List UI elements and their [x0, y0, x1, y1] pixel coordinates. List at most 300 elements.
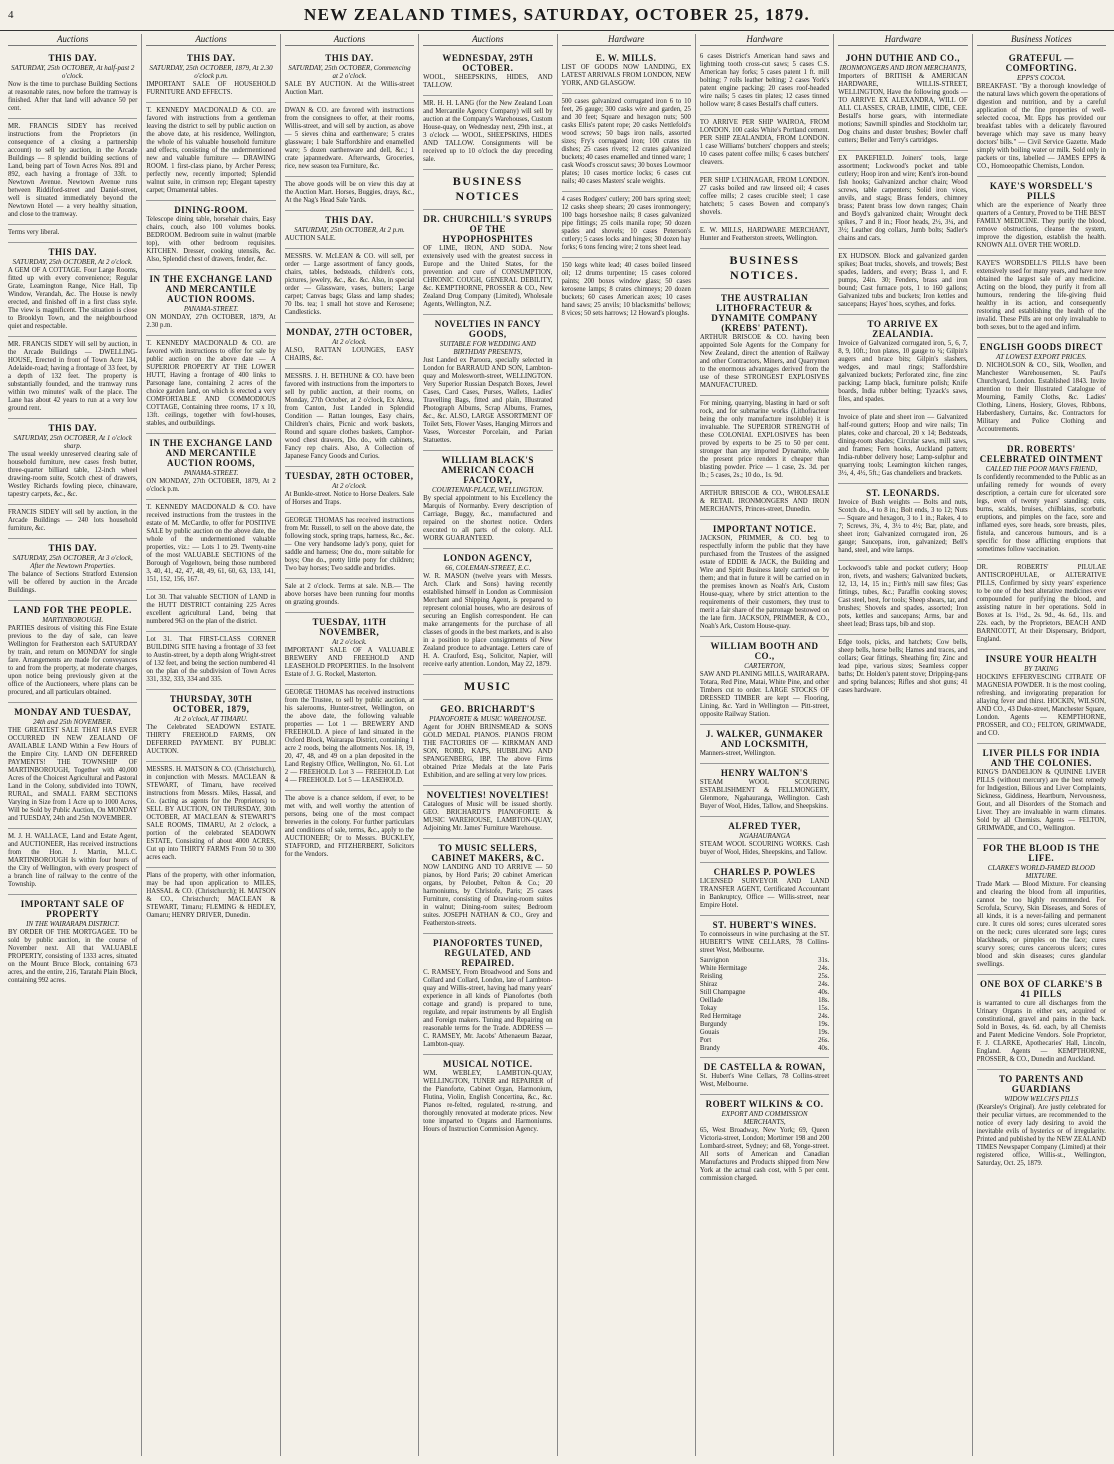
ad-body: ARTHUR BRISCOE & CO. having been appointed Sole Agents for the Company for New Zealand, direct the attention of Railway and other Contractors, Miners, and Quarrymen to the enormous advantages derived from the use of these STRONGEST EXPLOSIVES MANUFACTURED. [699, 334, 830, 389]
ad-body: Just Landed ex Paroora, specially selected in London for BARRAUD AND SON, Lambton-quay and Molesworth-street, WELLINGTON. Very Superior Russian Despatch Boxes, Jewel Cases, Card Cases, Purses, Wallets, Ladies' Travelling Bags, fitted and plain, Illustrated Photograph Albums, Scrap Albums, Frames, &c., &c. ALSO, LARGE ASSORTMENT OF Toilet Sets, Flower Vases, Hanging Mirrors and Vases, Worcester Porcelain, and Parian Statuettes. [423, 357, 553, 444]
ad-headline: THIS DAY. [186, 53, 236, 63]
ad-body: BY ORDER OF THE MORTGAGEE. TO be sold by public auction, in the course of November next. All that VALUABLE PROPERTY, consisting of 1333 acres, situated on the Mount Bruce Block, containing 673 acres, and the entire, 216, Taratahi Plain Block, containing 992 acres. [8, 929, 138, 984]
ad-headline: HENRY WALTON'S [720, 768, 809, 778]
ad-body: KAYE'S WORSDELL'S PILLS have been extensively used for many years, and have now obtained the largest sale of any medicine. Acting on the blood, they purify it from all humours, rendering the life-giving fluid healthy in its action, and consequently restoring and establishing the health of the invalid. These Pills are not only invaluable to both sexes, but to the aged and infirm. [976, 260, 1106, 331]
advertisement [423, 96, 552, 170]
ad-headline: BUSINESS NOTICES [452, 174, 523, 203]
price-row [700, 973, 829, 981]
advertisement [977, 744, 1106, 839]
advertisement [562, 94, 691, 192]
ad-body: Manners-street, Wellington. [699, 750, 776, 757]
ad-body: Plans of the property, with other information, may be had upon application to MILES, HASSAL & CO. (Christchurch); H. MATSON & CO., Christchurch; MACLEAN & STEWART, Timaru; FLEMING & HEDLEY, Oamaru; HENRY DRIVER, Dunedin. [146, 872, 276, 919]
ad-body: WM. WEBLEY, LAMBTON-QUAY, WELLINGTON, TUNER and REPAIRER of the Pianoforte, Cabinet Organ, Harmonium, Flutina, Violin, English Concertina, &c., &c. Pianos re-felted, regulated, re-strung, and thoroughly renovated at moderate prices. New tone imparted to Organs and Harmoniums. Hours of Instruction Commission Agency. [423, 1070, 553, 1133]
ad-headline: THIS DAY. [48, 247, 97, 257]
wine-price: 15s. [818, 1005, 830, 1012]
advertisement [838, 484, 967, 561]
ad-body: (Kearsley's Original). Are justly celebrated for their peculiar virtues, are recommended to the notice of every lady desiring to avoid the inevitable evils of hysterics or of irregularity. Printed and published by the NEW ZEALAND TIMES Newspaper Company (Limited) at their registered office, Willis-st., Wellington, Saturday, Oct. 25, 1879. [976, 1104, 1106, 1167]
ad-body: Is confidently recommended to the Public as an unfailing remedy for wounds of every description, a certain cure for ulcerated sore legs, even of twenty years' standing; cuts, burns, scalds, bruises, chilblains, scorbutic eruptions, and pimples on the face, sore and inflamed eyes, sore heads, sore breasts, piles, fistula, and cancerous humours, and is a specific for those afflicting eruptions that sometimes follow vaccination. [976, 474, 1106, 553]
advertisement [838, 49, 967, 151]
advertisement [838, 249, 967, 315]
ad-headline: NOVELTIES IN FANCY GOODS, [434, 319, 541, 339]
column-header: Business Notices [977, 34, 1106, 46]
wine-price: 24s. [818, 981, 830, 988]
advertisement [423, 839, 552, 934]
newspaper-column [558, 34, 696, 1456]
advertisement [146, 868, 275, 925]
advertisement [8, 601, 137, 703]
ad-body: EX PAKEFIELD. Joiners' tools, large assortment; Lockwood's pocket and table cutlery; Hoop iron and wire; Kent's iron-bound fish hooks; Galvanized anchor chain; Wood screws, table carpenters; Solid iron vices, anvils, and stags; Brass fenders, chimney brass; Patent brass low down ranges; Chain and Boyd's galvanized chain; Wrought deck spikes, 7 and 8 in.; Floor heads, 2½, 3¼, and 3½; Leather dog collars, Jumb bolts; Sadler's chains and cars. [838, 155, 968, 242]
ad-subheading: At 2 o'clock. [332, 638, 367, 646]
ad-body: 500 cases galvanized corrugated iron 6 to 10 feet, 26 gauge; 300 casks wire and garden, 25 and 30 feet; Square and hexagon nuts; 500 casks Ellis's patent rope; 20 casks Nettlefold's wood screws; 50 bags iron nails, assorted sizes; Fry's corrugated iron; 100 crates tin dishes; 25 cases rivets; 12 crates galvanized buckets; 40 cases enamelled and tinned ware; 1 cask Wood's crosscut saws; 30 boxes Lowmoor plates; 10 cases mortice locks; 6 cases cut nails; 40 cases Masters' scale weights. [561, 98, 691, 185]
ad-body: MR. FRANCIS SIDEY will sell by auction, in the Arcade Buildings — DWELLING-HOUSE, Erected in front of Town Acre 134, Adelaide-road; having a frontage of 33 feet, by a depth of 132 feet. The property is substantially founded, and the tramway runs within two minutes' walk of the place. The Lane has about 42 years to run at a very low ground rent. [8, 341, 138, 412]
advertisement [700, 396, 829, 486]
ad-body: TO ARRIVE PER SHIP WAIROA, FROM LONDON. 100 casks White's Portland cement. PER SHIP ZEALANDIA, FROM LONDON. 1 case Williams' butchers' choppers and steels; 10 cases patent coffee mills; 6 cases butchers' cleavers. [699, 119, 830, 166]
ad-body: MESSRS. H. MATSON & CO. (Christchurch), in conjunction with Messrs. MACLEAN & STEWART, of Timaru, have received instructions from Messrs. Miles, Hassal, and Co. (acting as agents for the Proprietors) to SELL BY AUCTION, ON THURSDAY, 30th OCTOBER, AT MACLEAN & STEWART'S SALE ROOMS, TIMARU, At 2 o'clock, a portion of the celebrated SEADOWN ESTATE, Consisting of about 4000 ACRES, Cut up into THIRTY FARMS From 50 to 300 acres each. [146, 766, 276, 861]
wine-price: 24s. [818, 1013, 830, 1020]
ad-body: The Celebrated SEADOWN ESTATE. THIRTY FREEHOLD FARMS, ON DEFERRED PAYMENT. BY PUBLIC AUCTION. [146, 724, 276, 755]
ad-subheading: PANAMA-STREET. [183, 305, 239, 313]
wine-name: Shiraz [699, 981, 718, 988]
ad-headline: THIS DAY. [48, 53, 97, 63]
ad-body: T. KENNEDY MACDONALD & CO. have received instructions from the trustees in the estate of M. McCardle, to offer for POSITIVE SALE by public auction on the above date, the whole of the undermentioned valuable properties, viz.: — Lots 1 to 29. Twenty-nine of the most VALUABLE SECTIONS of the Borough of Vogeltown, being those numbered 3, 40, 41, 42, 47, 48, 49, 61, 60, 63, 133, 141, 151, 152, 156, 167. [146, 504, 276, 583]
advertisement [8, 419, 137, 505]
ad-headline: ALFRED TYER, [728, 821, 801, 831]
column-header: Auctions [8, 34, 137, 46]
ad-body: The balance of Sections Stratford Extension will be offered by auction in the Arcade Buildings. [8, 571, 138, 594]
advertisement [977, 177, 1106, 256]
ad-body: MR. H. H. LANG (for the New Zealand Loan and Mercantile Agency Company) will sell by auction at the Company's Warehouses, Custom House-quay, on Wednesday next, 29th inst., at 3 o'clock — WOOL, SHEEPSKINS, HIDES AND TALLOW. Consignments will be received up to 10 o'clock the day preceding sale. [423, 100, 553, 163]
ad-body: By special appointment to his Excellency the Marquis of Normanby. Every description of Carriage, Buggy, &c., manufactured and repaired on the shortest notice. Orders executed to all parts of the colony. ALL WORK GUARANTEED. [423, 495, 553, 542]
ad-body: PARTIES desirous of visiting this Fine Estate previous to the day of sale, can leave Wellington for Featherston each SATURDAY by train, and return on MONDAY for single fare. Arrangements are made for conveyances to and from the property, at moderate charges, upon notice being previously given at the office of the Auctioneers, where plans can be procured, and all particulars obtained. [8, 625, 138, 696]
ad-body: ARTHUR BRISCOE & CO., WHOLESALE & RETAIL IRONMONGERS AND IRON MERCHANTS, Princes-street, Dunedin. [699, 490, 830, 513]
ad-headline: IMPORTANT NOTICE. [712, 524, 817, 534]
column-header: Hardware [838, 34, 967, 46]
ad-subheading: COURTENAY-PLACE, WELLINGTON. [432, 486, 544, 494]
ad-body: IMPORTANT SALE OF A VALUABLE BREWERY AND FREEHOLD AND LEASEHOLD PROPERTIES. In the Insolvent Estate of J. G. Rockel, Masterton. [284, 647, 415, 678]
ad-headline: MUSICAL NOTICE. [443, 1059, 533, 1069]
ad-headline: DINING-ROOM. [174, 205, 248, 215]
advertisement [423, 49, 552, 96]
wine-price: 19s. [818, 1029, 830, 1036]
ad-body: MR. FRANCIS SIDEY has received instructions from the Proprietors (in consequence of a closing a partnership account) to sell by auction, in the Arcade Buildings — 8 splendid building sections of Land, being part of Town Acres Nos. 891 and 892, each having a frontage of 33ft. to Newtown Avenue. Newtown Avenue runs between Riddiford-street and Daniel-street, well is situated immediately beyond the Newtown Hotel — a very healthy situation, and close to the tramway. [8, 123, 138, 218]
advertisement [423, 700, 552, 786]
newspaper-title: NEW ZEALAND TIMES, SATURDAY, OCTOBER 25, 1879. [304, 5, 810, 24]
ad-body: which are the experience of Nearly three quarters of a Century, Proved to be THE BEST FAMILY MEDICINE. They purify the blood, remove obstructions, cleanse the system, improve the digestion, establish the health. KNOWN ALL OVER THE WORLD. [976, 202, 1106, 249]
ad-subheading: CARTERTON, [744, 662, 786, 670]
newspaper-column [834, 34, 972, 1456]
ad-body: KING'S DANDELION & QUININE LIVER PILLS (without mercury) are the best remedy for Indigestion, Bilious and Liver Complaints, Sickness, Giddiness, Heartburn, Nervousness, Gout, and all Disorders of the Stomach and Liver. They are invaluable in warm climates. Sold by all Chemists. Agents — FELTON, GRIMWADE, and CO., Wellington. [976, 769, 1106, 832]
ad-headline: TO PARENTS AND GUARDIANS [998, 1074, 1084, 1094]
column-header: Auctions [146, 34, 275, 46]
ad-subheading: SATURDAY, 25th OCTOBER, At 2 p.m. [294, 226, 405, 234]
advertisement [146, 201, 275, 270]
ad-headline: THIS DAY. [48, 423, 97, 433]
price-row [700, 981, 829, 989]
advertisement [700, 115, 829, 173]
price-row [700, 965, 829, 973]
ad-subheading: SATURDAY, 25th OCTOBER, At 2 o'clock. [12, 258, 133, 266]
ad-body: C. RAMSEY, From Broadwood and Sons and Collard and Collard, London, late of Lambton-quay and Willis-street, having had many years' experience in all kinds of Pianofortes (both cottage and grand) is prepared to tune, regulate, and repair instruments by all English and Foreign makers. Tuning and Repairing on reasonable terms for the Trade. ADDRESS — C. RAMSEY, Mr. Jacobs' Athenaeum Bazaar, Lambton-quay. [423, 969, 553, 1048]
ad-headline: TUESDAY, 11TH NOVEMBER, [312, 617, 387, 637]
ad-body: A GEM OF A COTTAGE. Four Large Rooms, fitted up with every convenience; Regular Grate, Leamington Range, Nice Hall, Tip Window, Verandah, &c. The House is newly erected, and finished off in a first class style. The view is magnificent. The situation is close to Brooklyn Town, and the neighbourhood quiet and respectable. [8, 267, 138, 330]
ad-body: MESSRS. W. McLEAN & CO. will sell, per order — Large assortment of fancy goods, chairs, tables, bedsteads, children's cots, pictures, jewelry, &c., &c. &c. Also, in special order — Glassware, vases, butters; Large carpet; Canvas bags; Glass and lamp shades; 70 lbs. tea; 1 small hot stove and Kerosene; Candlesticks. [284, 253, 415, 316]
ad-headline: ROBERT WILKINS & CO. [705, 1099, 824, 1109]
ad-subheading: EPPS'S COCOA. [1017, 74, 1066, 82]
ad-body: Invoice of Galvanized corrugated iron, 5, 6, 7, 8, 9, 10ft.; Iron plates, 10 gauge to ¼; Gilpin's augers and brace bits; Gilpin's slashers, wedges, and maul rings; Staffordshire galvanized buckets; Perforated zinc, fine zinc packing; Lamp black, furniture polish; Knife boards, India rubber belting; Tyzack's saws, files, and spades. [838, 340, 968, 403]
ad-headline: E. W. MILLS. [596, 53, 657, 63]
advertisement [285, 369, 414, 467]
wine-price: 31s. [818, 957, 830, 964]
advertisement [838, 561, 967, 635]
ad-subheading: PANAMA-STREET. [183, 469, 239, 477]
price-row [700, 1021, 829, 1029]
ad-headline: TO ARRIVE EX ZEALANDIA. [867, 319, 939, 339]
advertisement [423, 934, 552, 1055]
price-row [700, 1037, 829, 1045]
ad-body: BREAKFAST. "By a thorough knowledge of the natural laws which govern the operations of digestion and nutrition, and by a careful application of the fine properties of well-selected cocoa, Mr. Epps has provided our breakfast tables with a delicately flavoured beverage which may save us many heavy doctors' bills." — Civil Service Gazette. Made simply with boiling water or milk. Sold only in packets or tins, labelled — JAMES EPPS & CO., Homoeopathic Chemists, London. [976, 83, 1106, 170]
ad-body: Lot 31. That FIRST-CLASS CORNER BUILDING SITE having a frontage of 33 feet to Austin-street, by a depth along Wright-street of 132 feet, and being the section numbered 41 on the plan of the subdivision of Town Acres 331, 332, 333, 334 and 335. [146, 636, 276, 683]
wine-price: 24s. [818, 965, 830, 972]
advertisement [977, 560, 1106, 650]
ad-headline: MONDAY AND TUESDAY, [14, 707, 132, 717]
advertisement [700, 916, 829, 1058]
ad-body: IMPORTANT SALE OF HOUSEHOLD FURNITURE AND EFFECTS. [146, 81, 276, 96]
ad-subheading: SATURDAY, 25th OCTOBER, At half-past 2 o'clock. [10, 64, 135, 80]
advertisement [285, 579, 414, 613]
newspaper-column [4, 34, 142, 1456]
advertisement [285, 211, 414, 249]
advertisement [8, 243, 137, 337]
column-header: Auctions [285, 34, 414, 46]
newspaper-column [281, 34, 419, 1456]
ad-headline: LONDON AGENCY, [443, 553, 533, 563]
advertisement [562, 192, 691, 258]
advertisement [146, 270, 275, 336]
ad-headline: THE AUSTRALIAN LITHOFRACTEUR & DYNAMITE COMPANY (KREBS' PATENT). [711, 293, 818, 333]
wine-name: Still Champagne [699, 989, 746, 996]
ad-body: Terms very liberal. [8, 229, 60, 236]
wine-price: 26s. [818, 1037, 830, 1044]
advertisement [8, 119, 137, 225]
ad-body: GEORGE THOMAS has received instructions from the Trustee, to sell by public auction, at his salerooms, Hunter-street, Wellington, on the above date, the following valuable properties — Lot 1 — BREWERY AND FREEHOLD. A piece of land situated in the Oxford Block, Wairarapa District, containing 1 acre 2 roods, being the allotments Nos. 18, 19, 20, 47, 48, and 49 on a plan deposited in the Land Registry Office, Wellington, No. 61. Lot 2 — FREEHOLD. Lot 3 — FREEHOLD. Lot 4 — FREEHOLD. Lot 5 — LEASEHOLD. [284, 689, 415, 784]
ad-subheading: SATURDAY, 25th OCTOBER, 1879, At 2.30 o'clock p.m. [149, 64, 273, 80]
advertisement [146, 434, 275, 500]
ad-headline: THIS DAY. [48, 543, 97, 553]
wine-name: Port [699, 1037, 712, 1044]
advertisement [977, 650, 1106, 744]
advertisement [423, 549, 552, 675]
ad-body: EX HUDSON. Block and galvanized garden spikes; Boat trucks, shovels, and trowels; Best spades, ladders, and every; Brass 1, and F. pumps, 24in. 30; Fenders, brass and iron bound; Cast furnace pots, 1 to 160 gallons; Galvanized tubs and buckets; Iron kettles and saucepans; Hayes' hoes, scythes, and forks. [838, 253, 968, 308]
ad-body: PER SHIP L'CHINAGAR, FROM LONDON. 27 casks boiled and raw linseed oil; 4 cases coffee mills; 2 cases crucible steel; 1 case hatchets; 5 cases Bowen and company's shovels. [699, 177, 830, 216]
ad-headline: TO MUSIC SELLERS, CABINET MAKERS, &C. [431, 843, 545, 863]
wine-name: Reisling [699, 973, 723, 980]
advertisement [8, 225, 137, 243]
advertisement [977, 256, 1106, 338]
advertisement [146, 336, 275, 434]
ad-subheading: EXPORT AND COMMISSION MERCHANTS, [721, 1110, 808, 1126]
advertisement [700, 1095, 829, 1188]
advertisement [8, 703, 137, 829]
advertisement [700, 637, 829, 725]
advertisement [700, 249, 829, 289]
advertisement [8, 505, 137, 539]
ad-body: Now is the time to purchase Building Sections at reasonable rates, now before the tramway is finished. After that land will advance 50 per cent. [8, 81, 138, 112]
ad-headline: PIANOFORTES TUNED, REGULATED, AND REPAIRED. [433, 938, 543, 968]
column-header: Hardware [562, 34, 691, 46]
ad-body: THE GREATEST SALE THAT HAS EVER OCCURRED IN NEW ZEALAND OF AVAILABLE LAND Within a Few Hours of the Empire City. LAND ON DEFERRED PAYMENTS! THE TOWNSHIP OF MARTINBOROUGH, Together with 40,000 Acres of the Choicest Agricultural and Pastoral Land in the Colony, subdivided into TOWN, RURAL, and SMALL FARM SECTIONS Varying in Size from 1 Acre up to 1000 Acres, Will be Sold by Public Auction, On MONDAY and TUESDAY, 24th and 25th NOVEMBER. [8, 727, 138, 822]
ad-headline: DR. CHURCHILL'S SYRUPS OF THE HYPOPHOSPHITES [423, 214, 553, 244]
advertisement [423, 315, 552, 451]
wine-price: 18s. [818, 997, 830, 1004]
advertisement [838, 410, 967, 484]
ad-body: STEAM WOOL SCOURING ESTABLISHMENT & FELLMONGERY, Glenmore, Ngahauranga, Wellington. Cash Buyer of Wool, Hides, Tallow, and Sheepskins. [699, 779, 830, 810]
ad-body: T. KENNEDY MACDONALD & CO. are favored with instructions to offer for sale by public auction on the above date — A SUPERIOR PROPERTY AT THE LOWER HUTT, Having a frontage of 400 links to Parsonage lane, containing 2 acres of the choice garden land, on which is erected a very COMFORTABLE AND COMMODIOUS COTTAGE, Containing three rooms, 17 x 10, 13ft. ceilings, together with fowl-houses, stables, and outbuildings. [146, 340, 276, 427]
ad-body: SAW AND PLANING MILLS, WAIRARAPA. Totara, Red Pine, Matai, White Pine, and other Timbers cut to order. LARGE STOCKS OF DRESSED TIMBER are kept — Flooring, Lining, &c. Yard in Wellington — Pitt-street, opposite Railway Station. [699, 671, 830, 718]
ad-body: WOOL, SHEEPSKINS, HIDES, AND TALLOW. [423, 74, 553, 89]
price-row [700, 1045, 829, 1053]
price-row [700, 957, 829, 965]
ad-subheading: MARTINBOROUGH. [42, 616, 104, 624]
advertisement [285, 513, 414, 579]
advertisement [700, 486, 829, 520]
wine-name: Burgundy [699, 1021, 727, 1028]
advertisement [146, 49, 275, 103]
wine-name: Gouais [699, 1029, 720, 1036]
ad-body: NOW LANDING AND TO ARRIVE — 50 pianos, by Hord Paris; 20 cabinet American organs, by Peloubet, Pelton & Co.; 20 harmoniums, by Christofe, Paris; 25 cases Furniture, consisting of Drawing-room suites in walnut; Dining-room suites; Bedroom suites. JOSEPH NATHAN & CO., Grey and Featherston-streets. [423, 864, 553, 927]
ad-body: The above goods will be on view this day at the Auction Mart. Horses, Buggies, drays, &c., At the Nag's Head Sale Yards. [284, 181, 415, 204]
column-header: Auctions [423, 34, 552, 46]
ad-headline: BUSINESS NOTICES. [729, 253, 800, 282]
ad-body: 6 cases District's American hand saws and lightning tooth cross-cut saws; 5 cases C.S. American hay forks; 5 cases patent 1 ft. mill bolting; 7 rolls leather belting; 2 cases York's patent engine packing; 20 cases roof-headed wire nails; 5 cases tin plates; 12 cases tinned hollow ware; 8 cases Bestall's chaff cutters. [699, 53, 830, 108]
ad-body: Trade Mark — Blood Mixture. For cleansing and clearing the blood from all impurities, cannot be too highly recommended. For Scrofula, Scurvy, Skin Diseases, and Sores of all kinds, it is a never-failing and permanent cure. It cures old sores; cures ulcerated sores on the neck; cures ulcerated sore legs; cures blackheads, or pimples on the face; cures scurvy sores; cures cancerous ulcers; cures blood and skin diseases; cures glandular swellings. [976, 881, 1106, 968]
price-row [700, 989, 829, 997]
ad-headline: GRATEFUL — COMFORTING. [1005, 53, 1078, 73]
advertisement [146, 632, 275, 690]
ad-subheading: At 2 o'clock. [332, 482, 367, 490]
page-number: 4 [8, 9, 14, 21]
advertisement [285, 613, 414, 685]
ad-subheading: WIDOW WELCH'S PILLS [1004, 1095, 1079, 1103]
ad-body: Importers of BRITISH & AMERICAN HARDWARE, WILLIS-STREET, WELLINGTON, Have the following goods — TO ARRIVE EX ALEXANDRA, WILL OF ALL CLASSES, CRAB, LIMIE, CIDE, CEE. Bestall's horse gears, with intermediate motions; Sawmill spindles and Stockholm tar; Dog chains and duster brushes; Bowler chaff cutters; Beller and Terry's cartridges. [838, 73, 968, 144]
ad-subheading: SATURDAY, 25th OCTOBER, At 1 o'clock sharp. [13, 434, 132, 450]
ad-body: FRANCIS SIDEY will sell by auction, in the Arcade Buildings — 240 lots household furniture, &c. [8, 509, 138, 532]
ad-headline: JOHN DUTHIE AND CO., [845, 53, 961, 63]
advertisement [146, 500, 275, 590]
price-row [700, 1013, 829, 1021]
wine-name: Sauvignon [699, 957, 729, 964]
advertisement [285, 177, 414, 211]
ad-body: AUCTION SALE. [284, 235, 336, 242]
ad-headline: GEO. BRICHARDT'S [440, 704, 536, 714]
ad-headline: IN THE EXCHANGE LAND AND MERCANTILE AUCTION ROOMS. [149, 274, 273, 304]
ad-headline: J. WALKER, GUNMAKER AND LOCKSMITH, [705, 729, 824, 749]
wine-name: White Hermitage [699, 965, 747, 972]
advertisement [700, 289, 829, 396]
advertisement [700, 520, 829, 637]
advertisement [146, 690, 275, 762]
ad-headline: TUESDAY, 28TH OCTOBER, [285, 471, 414, 481]
advertisement [977, 338, 1106, 440]
ad-body: E. W. MILLS, HARDWARE MERCHANT, Hunter and Featherston streets, Wellington. [699, 227, 830, 242]
wine-price-list [700, 957, 829, 1053]
wine-price: 25s. [818, 973, 830, 980]
ad-body: JACKSON, PRIMMER, & CO. beg to respectfully inform the public that they have purchased from the Trustees of the assigned estate of EDDIE & JACK, the Building and Wire and Spirit Business lately carried on by them; and that in future it will be carried on in the premises known as Noah's Ark, Custom House-quay, where by strict attention to the requirements of their customers, they trust to merit a fair share of the patronage bestowed on the late firm. JACKSON, PRIMMER, & CO., Noah's Ark, Custom House-quay. [699, 535, 830, 630]
ad-headline: LAND FOR THE PEOPLE. [13, 605, 132, 615]
ad-body: Agent for JOHN BRINSMEAD & SONS GOLD MEDAL PIANOS. PIANOS FROM THE FACTORIES OF — KIRKMAN AND SON, RORD, KAPS, HUBBLING AND SPANGENBERG, IBP. The above Firms obtained Prize Medals at the late Paris Exhibition, and are selling at very low prices. [423, 724, 553, 779]
ad-body: MESSRS. J. H. BETHUNE & CO. have been favored with instructions from the importers to sell by public auction, at their rooms, on Monday, 27th October, at 2 o'clock, Ex Alexa, from Canton, Just Landed in Splendid Condition — Rattan lounges, Easy chairs, Children's chairs, Picnic and work baskets, Round and square clothes baskets, Camphor-wood chest drawers, Do. do., with cabinets, Fancy rep chairs. Also, A Collection of Japanese Fancy Goods and Curios. [284, 373, 415, 460]
advertisement [146, 762, 275, 868]
ad-headline: DE CASTELLA & ROWAN, [703, 1062, 826, 1072]
newspaper-column [973, 34, 1110, 1456]
ad-body: Sale at 2 o'clock. Terms at sale. N.B.— The above horses have been running four months on grazing grounds. [284, 583, 415, 606]
advertisement [700, 817, 829, 863]
advertisement [8, 539, 137, 601]
ad-headline: LIVER PILLS FOR INDIA AND THE COLONIES. [982, 748, 1100, 768]
ad-body: The usual weekly unreserved clearing sale of household furniture, new cases fresh butter, three-quarter billiard table, 12-inch wheel drawing-room suite, Scotch chest of drawers, Westley Richards fowling piece, chinaware, tapestry carpets, &c., &c. [8, 451, 138, 498]
advertisement [977, 49, 1106, 177]
wine-name: Brandy [699, 1045, 720, 1052]
newspaper-column [696, 34, 834, 1456]
ad-body: For mining, quarrying, blasting in hard or soft rock, and for submarine works (Lithofracteur being the only manufacture insoluble) it is invaluable. The SUPERIOR STRENGTH of these COLONIAL EXPLOSIVES has been proved by experts to be 25 to 50 per cent. stronger than any imported Dynamite, while the present price renders it cheaper than blasting powder. Price — 1 case, 2s. 3d. per lb.; 5 cases, 2s.; 10 do., 1s. 9d. [699, 400, 830, 479]
ad-headline: FOR THE BLOOD IS THE LIFE. [982, 843, 1100, 863]
advertisement [285, 685, 414, 791]
ad-body: Lot 30. That valuable SECTION of LAND in the HUTT DISTRICT containing 225 Acres excellent agricultural Land, being that numbered 963 on the plan of the district. [146, 594, 276, 625]
price-row [700, 1029, 829, 1037]
advertisement [423, 170, 552, 210]
ad-subheading: At 2 o'clock. [332, 338, 367, 346]
ad-headline: NOVELTIES! NOVELTIES! [426, 790, 549, 800]
ad-subheading: NGAHAURANGA [739, 832, 791, 840]
ad-body: At Bunkle-street. Notice to Horse Dealers. Sale of Horses and Traps. [284, 491, 415, 506]
ad-headline: KAYE'S WORSDELL'S PILLS [989, 181, 1093, 201]
advertisement [285, 103, 414, 177]
advertisement [423, 675, 552, 700]
advertisement [8, 895, 137, 990]
ad-body: is warranted to cure all discharges from the Urinary Organs in either sex, acquired or constitutional, gravel and pains in the back. Sold in Boxes, 4s. 6d. each, by all Chemists and Patent Medicine Vendors. Sole Proprietor, F. J. CLARKE, Apothecaries' Hall, Lincoln, England. Agents — KEMPTHORNE, PROSSER, & CO., Dunedin and Auckland. [976, 1000, 1106, 1063]
ad-body: STEAM WOOL SCOURING WORKS. Cash buyer of Wool, Hides, Sheepskins, and Tallow. [699, 841, 830, 856]
price-row [700, 1005, 829, 1013]
newspaper-column [419, 34, 557, 1456]
advertisement [977, 1070, 1106, 1173]
ad-body: ON MONDAY, 27th OCTOBER, 1879, At 2.30 p.m. [146, 314, 276, 329]
advertisement [838, 315, 967, 410]
ad-headline: WILLIAM BLACK'S AMERICAN COACH FACTORY, [441, 455, 535, 485]
ad-headline: WILLIAM BOOTH AND CO., [710, 641, 819, 661]
advertisement [700, 863, 829, 916]
ad-headline: THIS DAY. [325, 215, 374, 225]
ad-subheading: SATURDAY, 25th OCTOBER, At 3 o'clock, After the Newtown Properties. [12, 554, 133, 570]
ad-subheading: 66, COLEMAN-STREET, E.C. [445, 564, 531, 572]
ad-headline: IN THE EXCHANGE LAND AND MERCANTILE AUCTION ROOMS, [149, 438, 273, 468]
advertisement [423, 786, 552, 839]
ad-subheading: SATURDAY, 25th OCTOBER, Commencing at 2 o'clock. [288, 64, 411, 80]
wine-name: Red Hermitage [699, 1013, 742, 1020]
advertisement [8, 829, 137, 895]
ad-headline: INSURE YOUR HEALTH [985, 654, 1097, 664]
advertisement [285, 467, 414, 513]
ad-headline: ENGLISH GOODS DIRECT [979, 342, 1103, 352]
advertisement [8, 337, 137, 419]
masthead [0, 0, 1114, 31]
ad-body: D. NICHOLSON & CO., Silk, Woollen, and Manchester Warehousemen, St. Paul's Churchyard, London. Established 1843. Invite attention to their Illustrated Catalogue of Mourning, Family Cloths, &c. Ladies' Clothing, Linens, Hosiery, Gloves, Ribbons, Haberdashery, Curtains, &c. Contractors for Military and Police Clothing and Accoutrements. [976, 362, 1106, 433]
ad-headline: ST. HUBERT'S WINES. [712, 920, 817, 930]
advertisement [146, 590, 275, 632]
ad-subheading: PIANOFORTE & MUSIC WAREHOUSE. [429, 715, 547, 723]
advertisement [285, 323, 414, 369]
newspaper-column [142, 34, 280, 1456]
ad-subheading: BY TAKING [1024, 665, 1059, 673]
advertisement [700, 764, 829, 817]
ad-body: SALE BY AUCTION. At the Willis-street Auction Mart. [284, 81, 415, 96]
advertisement [285, 249, 414, 323]
advertisement [838, 635, 967, 700]
advertisement [977, 975, 1106, 1070]
ad-body: Invoice of plate and sheet iron — Galvanized half-round gutters; Hoop and wire nails; Tin plates, coke and charcoal, 20 x 14; Bedsteads, dining-room shades; Circular saws, mill saws, and frames; Fern hooks, Auckland pattern; India-rubber delivery hose; Lamp-sulphur and quarrying tools; Leamington kitchen ranges, 3½, 4, 4½, 5ft.; Gas chandeliers and brackets. [838, 414, 968, 477]
ad-headline: THIS DAY. [325, 53, 374, 63]
ad-headline: ST. LEONARDS. [866, 488, 940, 498]
ad-body: W. R. MASON (twelve years with Messrs. Arch. Clark and Sons) having recently established himself in London as Commission Merchant and Shipping Agent, is prepared to represent colonial houses, who are desirous of securing an English correspondent. He can make arrangements for the purchase of all classes of goods in the best markets, and is also in a position to place consignments of New Zealand produce to advantage. Letters care of H. A. Crauford, Esq., Solicitor, Napier, will receive early attention. London, May 22, 1879. [423, 573, 553, 668]
ad-subheading: 24th and 25th NOVEMBER. [33, 718, 113, 726]
ad-headline: CHARLES P. POWLES [713, 867, 816, 877]
advertisement [146, 103, 275, 201]
ad-body: 65, West Broadway, New York; 69, Queen Victoria-street, London; Mortimer 198 and 200 Lombard-street, Sydney; and 68, Yonge-street. All sorts of American and Canadian Manufactures and Products shipped from New York at the actual cash cost, with 5 per cent. commission charged. [699, 1127, 830, 1182]
advertisement [8, 49, 137, 119]
advertisement [562, 49, 691, 94]
ad-body: ON MONDAY, 27th OCTOBER, 1879, At 2 o'clock p.m. [146, 478, 276, 493]
advertisement [423, 451, 552, 549]
advertisement [700, 1058, 829, 1095]
ad-subheading: CALLED THE POOR MAN'S FRIEND, [985, 465, 1097, 473]
price-row [700, 997, 829, 1005]
columns-container [0, 31, 1114, 1456]
ad-headline: WEDNESDAY, 29TH OCTOBER. [442, 53, 534, 73]
ad-body: The above is a chance seldom, if ever, to be met with, and well worthy the attention of persons, being one of the most compact breweries in the colony. For further particulars and conditions of sale, terms, &c., apply to the AUCTIONEER; Or to Messrs. BUCKLEY, STAFFORD, and FITZHERBERT, Solicitors for the Vendors. [284, 795, 415, 858]
advertisement [700, 49, 829, 115]
ad-body: 4 cases Rodgers' cutlery; 200 bars spring steel; 12 casks sheep shears; 20 cases ironmongery; 100 bags horseshoe nails; 8 cases galvanized pipe fittings; 25 coils manila rope; 50 dozen spades and shovels; 10 cases Peterson's cutlery; 5 cases locks and hinges; 30 dozen hay forks; 6 tons fencing wire; 2 tons sheet lead. [561, 196, 691, 251]
advertisement [700, 173, 829, 223]
ad-body: Edge tools, picks, and hatchets; Cow bells, sheep bells, horse bells; Hames and traces, and collars; Gear fittings, Sheathing fin; Zinc and lead pipe, various sizes; Seamless copper baths; Dr. Holden's patent stove; Dripping-pans and spring balances; Rifles and shot guns; 41 cases hardware. [838, 639, 968, 694]
ad-headline: MONDAY, 27TH OCTOBER, [286, 327, 413, 337]
ad-body: HOCKIN'S EFFERVESCING CITRATE OF MAGNESIA POWDER. It is the most cooling, refreshing, and invigorating preparation for allaying fever and thirst. HOCKIN, WILSON, AND CO., 43 Duke-street, Manchester Square, London. Agents — KEMPTHORNE, PROSSER, and CO.; FELTON, GRIMWADE, and CO. [976, 674, 1106, 737]
ad-headline: DR. ROBERTS' CELEBRATED OINTMENT [979, 444, 1103, 464]
wine-price: 19s. [818, 1021, 830, 1028]
ad-body: Catalogues of Music will be issued shortly. GEO. BRICHARDT'S PIANOFORTE & MUSIC WAREHOUSE, LAMBTON-QUAY, Adjoining Mr. James' Furniture Warehouse. [423, 801, 553, 832]
advertisement [977, 839, 1106, 975]
advertisement [423, 1055, 552, 1139]
ad-body: M. J. H. WALLACE, Land and Estate Agent, and AUCTIONEER, Has received instructions from the Hon. J. Martin, M.L.C. MARTINBOROUGH Is within four hours of the City of Wellington, with every prospect of a branch line of railway to the centre of the Township. [8, 833, 138, 888]
ad-body: OF LIME, IRON, AND SODA. Now extensively used with the greatest success in Europe and the United States, for the prevention and cure of CONSUMPTION, CHRONIC COUGH, GENERAL DEBILITY, &c. KEMPTHORNE, PROSSER & CO., New Zealand Drug Company (Limited), Wholesale Agents, Wellington, N.Z. [423, 245, 553, 308]
ad-body: LIST OF GOODS NOW LANDING, EX LATEST ARRIVALS FROM LONDON, NEW YORK, AND GLASGOW. [561, 64, 691, 87]
ad-subheading: CLARKE'S WORLD-FAMED BLOOD MIXTURE. [987, 864, 1095, 880]
ad-body: St. Hubert's Wine Cellars, 78 Collins-street West, Melbourne. [699, 1073, 830, 1088]
advertisement [423, 210, 552, 315]
ad-body: ALSO, RATTAN LOUNGES, EASY CHAIRS, &c. [284, 347, 415, 362]
column-header: Hardware [700, 34, 829, 46]
ad-subheading: SUITABLE FOR WEDDING AND BIRTHDAY PRESENTS, [439, 340, 536, 356]
ad-subheading: IRONMONGERS AND IRON MERCHANTS, [839, 64, 967, 72]
ad-subheading: AT LOWEST EXPORT PRICES. [996, 353, 1087, 361]
advertisement [562, 258, 691, 323]
ad-body: 150 kegs white lead; 40 cases boiled linseed oil; 12 drums turpentine; 15 cases colored paints; 200 boxes window glass; 50 cases kerosene lamps; 8 crates chimneys; 20 dozen buckets; 60 cases American axes; 10 cases hand saws; 25 anvils; 10 blacksmiths' bellows; 8 vices; 50 sets harrows; 12 Howard's ploughs. [561, 262, 691, 317]
ad-subheading: At 2 o'clock, AT TIMARU. [174, 715, 248, 723]
ad-subheading: IN THE WAIRARAPA DISTRICT. [26, 920, 120, 928]
wine-price: 40s. [818, 989, 830, 996]
advertisement [977, 440, 1106, 560]
wine-name: Oeillade [699, 997, 723, 1004]
ad-body: Telescope dining table, horsehair chairs, Easy chairs, couch, also 100 volumes books. BEDROOM. Bedroom suite in walnut (marble top), with other bedroom requisites. KITCHEN. Dresser, cooking utensils, &c. Also, Splendid chest of drawers, fender, &c. [146, 216, 276, 263]
advertisement [838, 151, 967, 249]
ad-body: Invoice of Bush weights — Bolts and nuts, Scotch do., 4 to 8 in.; Bolt ends, 3 to 12; Nuts — Square and hexagon, 3 to 1 in.; Rakes, 4 to 7; Screws, 3¾, 4, 3½ to 4½; Bar, plate, and sheet iron; Galvanized corrugated iron, 26 gauge; Saucepans, iron, galvanized; Bell's hand, steel, and wire lamps. [838, 499, 968, 554]
